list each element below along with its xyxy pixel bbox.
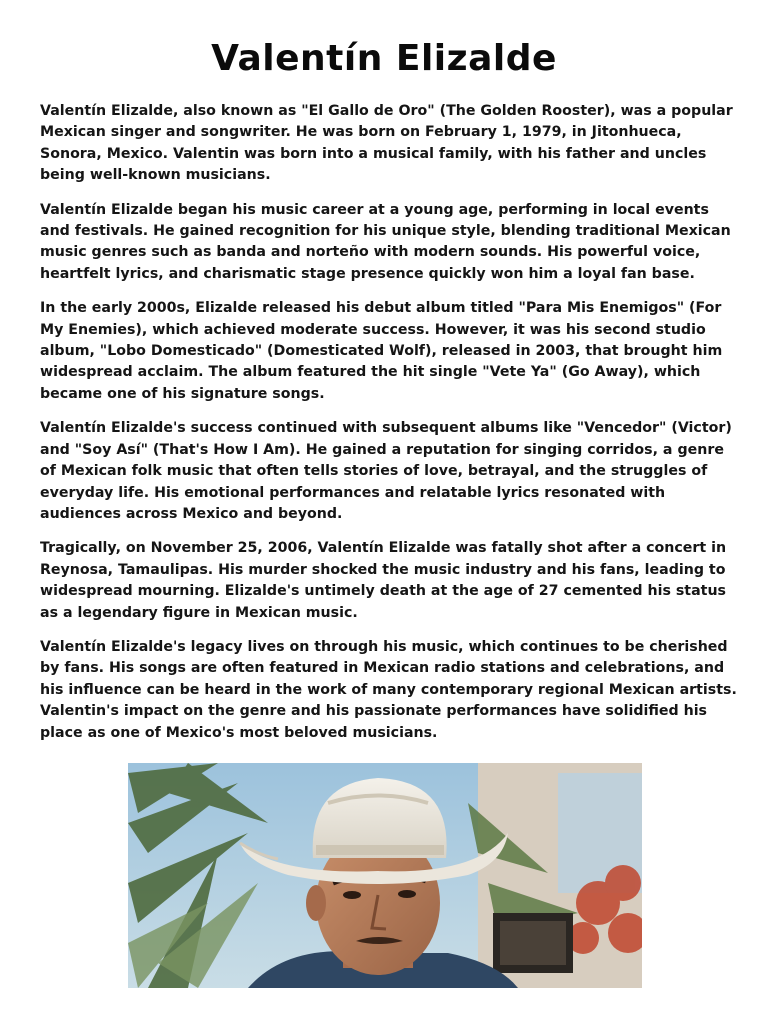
portrait-photo xyxy=(128,763,642,988)
paragraph-success: Valentín Elizalde's success continued with subsequent albums like "Vencedor" (Victor) and "Soy Así" (That's How I Am). He gained a reputation for singing corridos, a genre of Mexican folk music that often tells stories of love, betrayal, and the struggles of everyday life. His emotional performances and relatable lyrics resonated with audiences across Mexico and beyond. xyxy=(40,420,732,522)
portrait-illustration xyxy=(128,763,642,988)
article-body xyxy=(40,101,740,757)
paragraph-albums: In the early 2000s, Elizalde released his debut album titled "Para Mis Enemigos" (For My Enemies), which achieved moderate success. However, it was his second studio album, "Lobo Domesticado" (Domesticated Wolf), released in 2003, that brought him widespread acclaim. The album featured the hit single "Vete Ya" (Go Away), which became one of his signature songs. xyxy=(40,300,723,402)
paragraph-legacy: Valentín Elizalde's legacy lives on through his music, which continues to be cherished by fans. His songs are often featured in Mexican radio stations and celebrations, and his influence can be heard in the work of many contemporary regional Mexican artists. Valentin's impact on the genre and his passionate performances have solidified his place as one of Mexico's most beloved musicians. xyxy=(40,638,737,741)
paragraph-career: Valentín Elizalde began his music career at a young age, performing in local events and festivals. He gained recognition for his unique style, blending traditional Mexican music genres such as banda and norteño with modern sounds. His powerful voice, heartfelt lyrics, and charismatic stage presence quickly won him a loyal fan base. xyxy=(40,201,731,282)
paragraph-death: Tragically, on November 25, 2006, Valentín Elizalde was fatally shot after a concert in Reynosa, Tamaulipas. His murder shocked the music industry and his fans, leading to widespread mourning. Elizalde's untimely death at the age of 27 cemented his status as a legendary figure in Mexican music. xyxy=(40,540,727,621)
page-title: Valentín Elizalde xyxy=(211,38,557,79)
paragraph-intro: Valentín Elizalde, also known as "El Gallo de Oro" (The Golden Rooster), was a popular Mexican singer and songwriter. He was born on February 1, 1979, in Jitonhueca, Sonora, Mexico. Valentin was born into a musical family, with his father and uncles being well-known musicians. xyxy=(40,103,733,184)
